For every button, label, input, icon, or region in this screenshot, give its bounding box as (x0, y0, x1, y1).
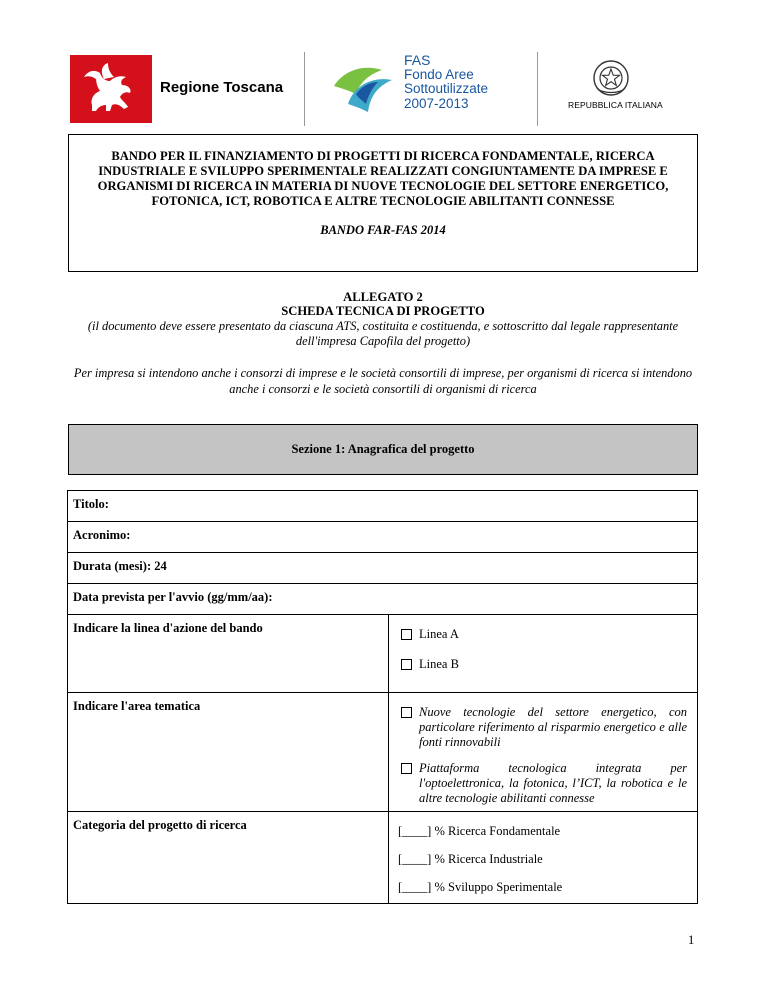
titolo-field[interactable] (68, 491, 697, 522)
pegasus-icon (70, 55, 152, 123)
linea-b-option[interactable] (401, 657, 687, 672)
categoria-label: Categoria del progetto di ricerca (68, 812, 389, 903)
area-energia-option[interactable] (401, 705, 687, 750)
scheda-heading: SCHEDA TECNICA DI PROGETTO (281, 304, 485, 318)
durata-label: Durata (mesi): 24 (73, 559, 167, 573)
bando-title: BANDO PER IL FINANZIAMENTO DI PROGETTI DI RICERCA FONDAMENTALE, RICERCA INDUSTRIALE E SVILUPPO SPERIMENTALE REALIZZATI CONGIUNTAMENTE DA IMPRESE E ORGANISMI DI RICERCA IN MATERIA DI NUOVE TECNOLOGIE DEL SETTORE ENERGETICO, FOTONICA, ICT, ROBOTICA E ALTRE TECNOLOGIE ABILITANTI CONNESSE (97, 149, 669, 208)
definition-note: Per impresa si intendono anche i consorzi di imprese e le società consortili di imprese, per organismi di ricerca si intendono anche i consorzi e le società consortili di organismi di ricerca (73, 366, 693, 396)
fas-line-1: FAS (404, 52, 431, 68)
area-row (68, 693, 697, 812)
fas-logo-text (404, 53, 488, 111)
linea-a-option[interactable] (401, 627, 687, 642)
checkbox-icon[interactable] (401, 629, 412, 640)
fas-line-3: Sottoutilizzate (404, 81, 489, 96)
fas-logo-mark (330, 56, 398, 122)
allegato-note: (il documento deve essere presentato da ciascuna ATS, costituita e costituenda, e sottoscritto dal legale rappresentante dell'impresa Capofila del progetto) (87, 319, 679, 348)
sviluppo-sperimentale-field[interactable]: [____] % Sviluppo Sperimentale (398, 880, 563, 894)
data-avvio-label: Data prevista per l'avvio (gg/mm/aa): (73, 590, 273, 604)
fas-line-2: Fondo Aree (404, 66, 474, 82)
linea-row (68, 615, 697, 693)
area-piattaforma-label: Piattaforma tecnologica integrata per l'optoelettronica, la fotonica, l’ICT, la robotica e le altre tecnologie abilitanti connesse (419, 761, 687, 805)
regione-toscana-label: Regione Toscana (160, 79, 284, 96)
area-piattaforma-option[interactable] (401, 761, 687, 806)
fas-line-4: 2007-2013 (404, 95, 469, 111)
data-avvio-field[interactable] (68, 584, 697, 615)
categoria-row (68, 812, 697, 903)
italian-emblem-icon (591, 58, 631, 98)
page-number: 1 (688, 933, 695, 947)
linea-a-label: Linea A (419, 627, 459, 641)
area-energia-label: Nuove tecnologie del settore energetico, con particolare riferimento al risparmio energetico e alle fonti rinnovabili (419, 705, 687, 749)
acronimo-label: Acronimo: (73, 528, 131, 542)
bando-subtitle: BANDO FAR-FAS 2014 (320, 223, 446, 237)
project-form-table (67, 490, 698, 904)
ricerca-fondamentale-field[interactable]: [____] % Ricerca Fondamentale (398, 824, 561, 838)
repubblica-italiana-label: REPUBBLICA ITALIANA (568, 100, 663, 110)
acronimo-field[interactable] (68, 522, 697, 553)
ricerca-industriale-field[interactable]: [____] % Ricerca Industriale (398, 852, 543, 866)
section-title: Sezione 1: Anagrafica del progetto (291, 442, 475, 456)
checkbox-icon[interactable] (401, 707, 412, 718)
durata-field[interactable] (68, 553, 697, 584)
titolo-label: Titolo: (73, 497, 109, 511)
header-divider (304, 52, 305, 126)
checkbox-icon[interactable] (401, 659, 412, 670)
regione-toscana-logo (70, 55, 152, 123)
bando-title-box (68, 134, 698, 272)
header-divider (537, 52, 538, 126)
linea-label: Indicare la linea d'azione del bando (68, 615, 389, 692)
allegato-heading: ALLEGATO 2 (343, 290, 423, 304)
checkbox-icon[interactable] (401, 763, 412, 774)
section-banner (68, 424, 698, 475)
area-label: Indicare l'area tematica (68, 693, 389, 811)
linea-b-label: Linea B (419, 657, 459, 671)
